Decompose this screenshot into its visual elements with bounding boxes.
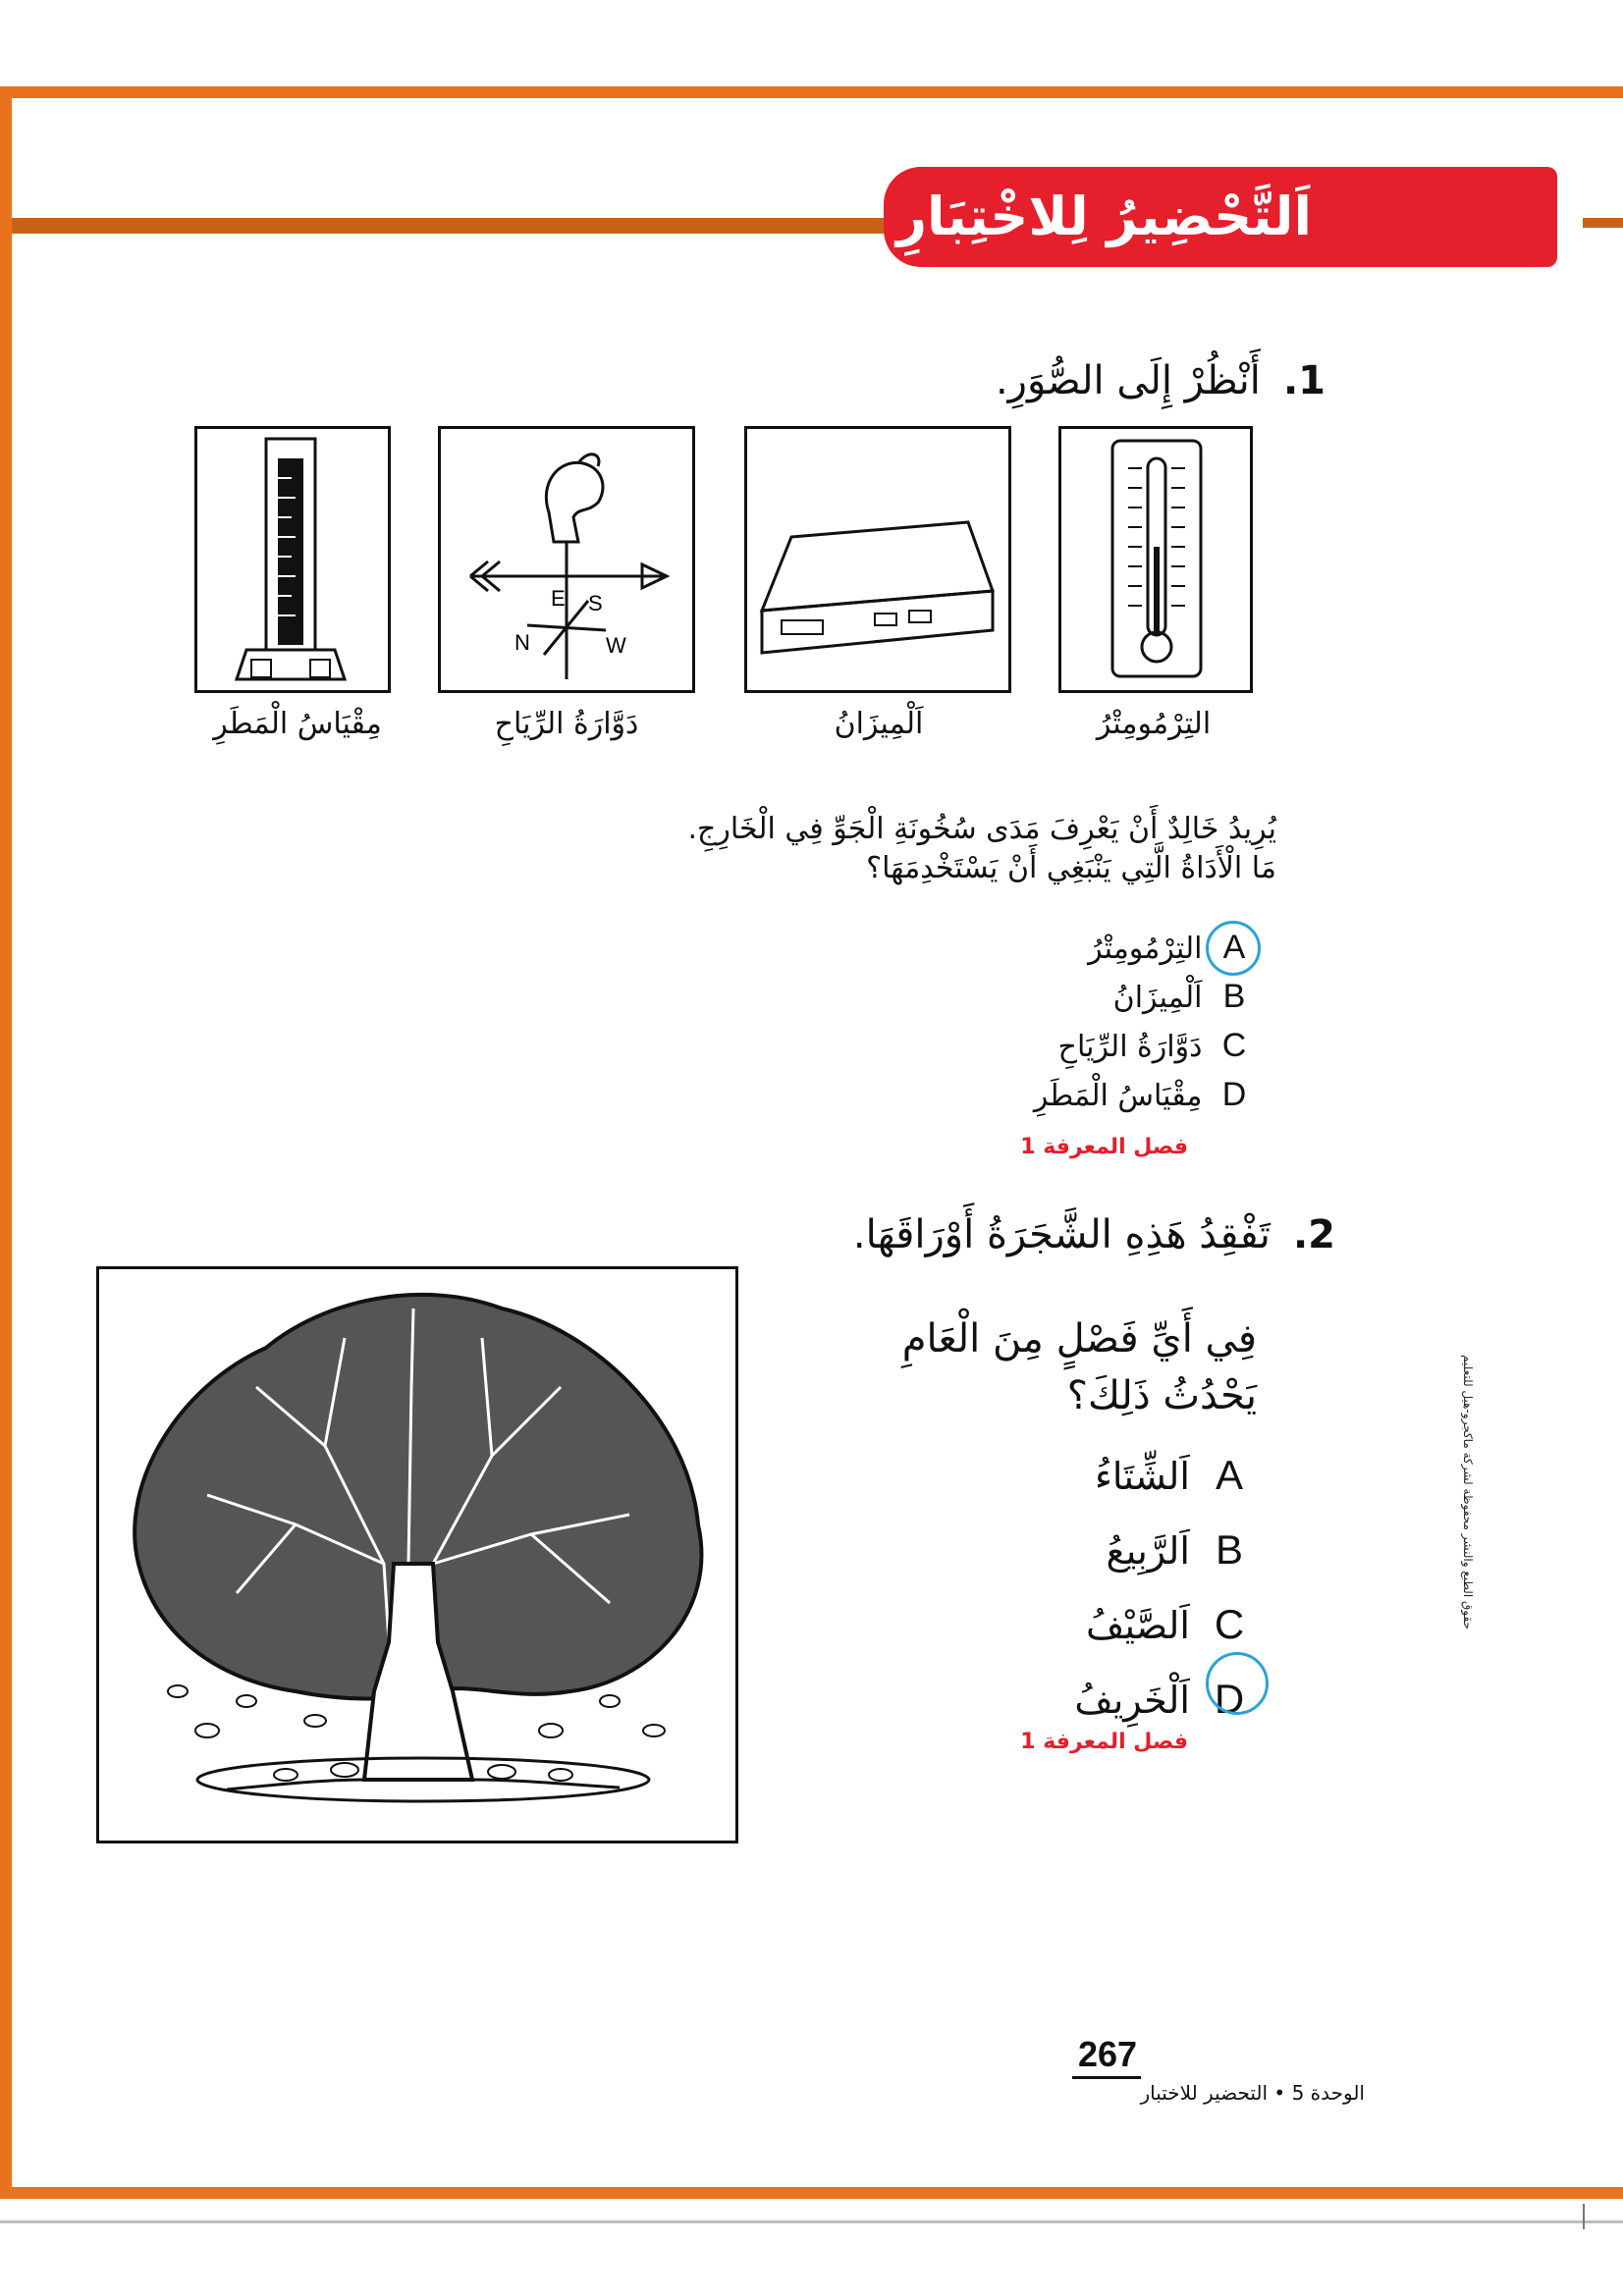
question-2-option-d[interactable]: D اَلْخَرِيفُ bbox=[1074, 1676, 1245, 1722]
svg-text:N: N bbox=[514, 630, 530, 655]
question-1-number: 1. bbox=[1282, 358, 1325, 403]
page-corner-tick bbox=[1583, 2204, 1585, 2229]
page-frame-left bbox=[0, 86, 12, 2197]
question-2-instruction: تَفْقِدُ هَذِهِ الشَّجَرَةُ أَوْرَاقَهَا. bbox=[852, 1212, 1271, 1257]
scale-caption: اَلْمِيزَانُ bbox=[834, 707, 924, 741]
page-frame-top bbox=[0, 86, 1623, 98]
title-rule-left bbox=[12, 218, 915, 234]
weather-vane-image-box bbox=[438, 426, 695, 693]
question-2-prompt bbox=[766, 1310, 1257, 1424]
question-2-option-a[interactable]: A اَلشِّتَاءُ bbox=[1094, 1452, 1243, 1498]
copyright-side-note: حقوق الطبع والنشر محفوظة لشركة ماكجرو-هيل للتعليم bbox=[1461, 1355, 1475, 1629]
title-rule-right bbox=[1583, 218, 1623, 228]
question-2-reference: فصل المعرفة 1 bbox=[1020, 1730, 1188, 1754]
thermometer-image-box bbox=[1058, 426, 1253, 693]
rain-gauge-caption: مِقْيَاسُ الْمَطَرِ bbox=[213, 707, 382, 741]
page-number-rule bbox=[1072, 2076, 1141, 2079]
question-2-answer-circle bbox=[1206, 1652, 1269, 1715]
scale-icon bbox=[747, 429, 1008, 690]
page-frame-bottom bbox=[0, 2187, 1623, 2199]
question-1-instruction: أَنْظُرْ إِلَى الصُّوَرِ. bbox=[995, 358, 1261, 403]
page-bottom-divider bbox=[0, 2220, 1623, 2223]
question-1-prompt bbox=[668, 810, 1276, 888]
thermometer-icon bbox=[1061, 429, 1250, 690]
question-1-option-a[interactable]: A التِرْمُومِتْرُ bbox=[1088, 929, 1246, 966]
question-2-option-c[interactable]: C اَلصَّيْفُ bbox=[1086, 1601, 1245, 1647]
question-2-prompt-line-1: فِي أَيِّ فَصْلٍ مِنَ الْعَامِ bbox=[901, 1316, 1257, 1362]
question-2-options bbox=[884, 1438, 1257, 1736]
weather-vane-icon bbox=[441, 429, 692, 690]
tree-image-box bbox=[96, 1266, 738, 1843]
question-1-option-b[interactable]: B اَلْمِيزَانُ bbox=[1112, 978, 1246, 1015]
question-1-reference: فصل المعرفة 1 bbox=[1020, 1135, 1188, 1159]
svg-text:W: W bbox=[606, 633, 626, 658]
footer-unit-label: الوحدة 5 • التحضير للاختبار bbox=[1140, 2081, 1365, 2105]
question-1-answer-circle bbox=[1206, 921, 1261, 976]
svg-text:E: E bbox=[551, 586, 566, 611]
question-1-option-d[interactable]: D مِقْيَاسُ الْمَطَرِ bbox=[1033, 1076, 1247, 1113]
question-1-options bbox=[884, 923, 1257, 1119]
rain-gauge-image-box bbox=[194, 426, 391, 693]
page-number: 267 bbox=[1078, 2034, 1138, 2074]
question-2-header bbox=[746, 1212, 1335, 1257]
weather-vane-caption: دَوَّارَةُ الرِّيَاحِ bbox=[494, 707, 639, 741]
question-2-option-b[interactable]: B اَلرَّبِيعُ bbox=[1106, 1526, 1243, 1573]
question-1-prompt-line-2: مَا الْأَدَاةُ الَّتِي يَنْبَغِي أَنْ يَسْتَخْدِمَهَا؟ bbox=[866, 851, 1276, 885]
rain-gauge-icon bbox=[197, 429, 388, 690]
question-2-number: 2. bbox=[1292, 1212, 1335, 1257]
tree-icon bbox=[99, 1269, 735, 1841]
question-2-prompt-line-2: يَحْدُثُ ذَلِكَ؟ bbox=[1066, 1373, 1257, 1418]
svg-text:S: S bbox=[588, 591, 603, 615]
thermometer-caption: التِرْمُومِتْرُ bbox=[1096, 707, 1212, 741]
page-title: اَلتَّحْضِيرُ لِلاخْتِبَارِ bbox=[884, 167, 1557, 267]
question-1-header bbox=[982, 358, 1325, 403]
question-1-option-c[interactable]: C دَوَّارَةُ الرِّيَاحِ bbox=[1057, 1027, 1247, 1064]
question-1-prompt-line-1: يُرِيدُ خَالِدٌ أَنْ يَعْرِفَ مَدَى سُخُونَةِ الْجَوِّ فِي الْخَارِجِ. bbox=[687, 812, 1276, 846]
scale-image-box bbox=[744, 426, 1011, 693]
